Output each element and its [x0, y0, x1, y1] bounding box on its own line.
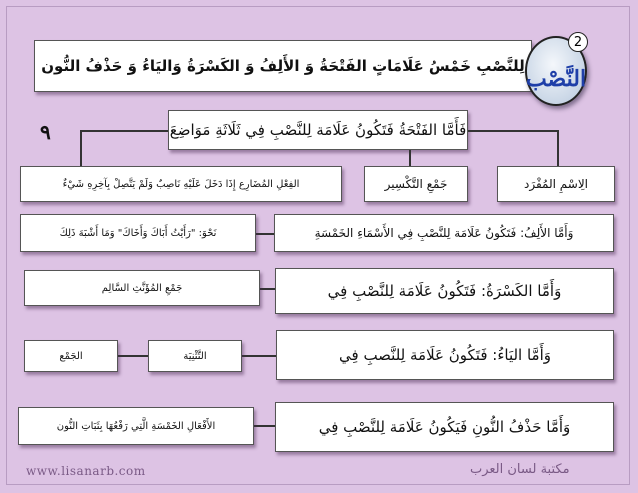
yaa-statement-text: وَأَمَّا اليَاءُ: فَتَكُونُ عَلَامَة لِلنَّصبِ فِي [339, 346, 551, 364]
brand-watermark: مكتبة لسان العرب [470, 462, 570, 477]
intro-text: لِلنَّصْبِ خَمْسُ عَلَامَاتٍ الفَتْحَةُ وَ الأَلِفُ وَ الكَسْرَةُ وَاليَاءُ وَ حَذْفُ النُّون [41, 57, 525, 75]
kasra-target-text: جَمْعِ المُؤَنَّثِ السَّالِم [101, 282, 183, 294]
website-watermark: www.lisanarb.com [26, 464, 146, 478]
kasra-statement-text: وَأَمَّا الكَسْرَةُ: فَتَكُونُ عَلَامَة لِلنَّصْبِ فِي [327, 282, 562, 300]
nun-statement [275, 402, 614, 452]
connector [557, 130, 559, 166]
yaa-target-plural-text: الجَمْع [59, 350, 83, 362]
kasra-statement [275, 268, 614, 314]
fatha-statement-text: فَأَمَّا الفَتْحَةُ فَتَكُونُ عَلَامَة لِلنَّصْبِ فِي ثَلَاثَةِ مَوَاضِعَ [169, 121, 467, 139]
fatha-statement [168, 110, 468, 150]
fatha-branch-singular [497, 166, 615, 202]
kasra-target [24, 270, 260, 306]
alif-statement-text: وَأَمَّا الأَلِفُ: فَتَكُونُ عَلَامَة لِلنَّصْبِ فِي الأَسْمَاءِ الخَمْسَةِ [314, 226, 574, 240]
page-title: النَّصْب [525, 66, 587, 92]
connector [409, 150, 411, 166]
nun-target-text: الأَفْعَالِ الخَمْسَةِ الَّتِي رَفْعُهَا بِثَبَاتِ النُّون [56, 420, 216, 432]
fatha-branch-singular-text: الِاسْمِ المُفْرَد [524, 177, 588, 191]
connector [260, 288, 275, 290]
connector [256, 233, 274, 235]
nun-statement-text: وَأَمَّا حَذْفُ النُّونِ فَيَكُونُ عَلَامَة لِلنَّصْبِ فِي [318, 418, 571, 436]
connector [254, 425, 275, 427]
yaa-statement [276, 330, 614, 380]
alif-example [20, 214, 256, 252]
page-number: ٩ [40, 120, 51, 144]
yaa-target-dual [148, 340, 242, 372]
intro-box [34, 40, 532, 92]
yaa-target-plural [24, 340, 118, 372]
yaa-target-dual-text: التَّثْنِيَة [183, 350, 207, 362]
fatha-branch-broken-plural [364, 166, 468, 202]
connector [80, 130, 82, 166]
alif-statement [274, 214, 614, 252]
alif-example-text: نَحْوَ: "رَأَيْتُ أَبَاكَ وَأَخَاكَ" وَمَا أَشْبَهَ ذَلِكَ [59, 227, 217, 239]
fatha-branch-verb [20, 166, 342, 202]
connector [468, 130, 558, 132]
nun-target [18, 407, 254, 445]
fatha-branch-broken-plural-text: جَمْعِ التَّكْسِير [384, 177, 448, 191]
section-number: 2 [568, 32, 588, 52]
connector [80, 130, 168, 132]
connector [242, 355, 276, 357]
connector [118, 355, 148, 357]
fatha-branch-verb-text: الفِعْلِ المُضَارِع إِذَا دَخَلَ عَلَيْهِ نَاصِبٌ وَلَمْ يَتَّصِلْ بِآخِرِهِ شَيْءٌ [62, 178, 300, 190]
